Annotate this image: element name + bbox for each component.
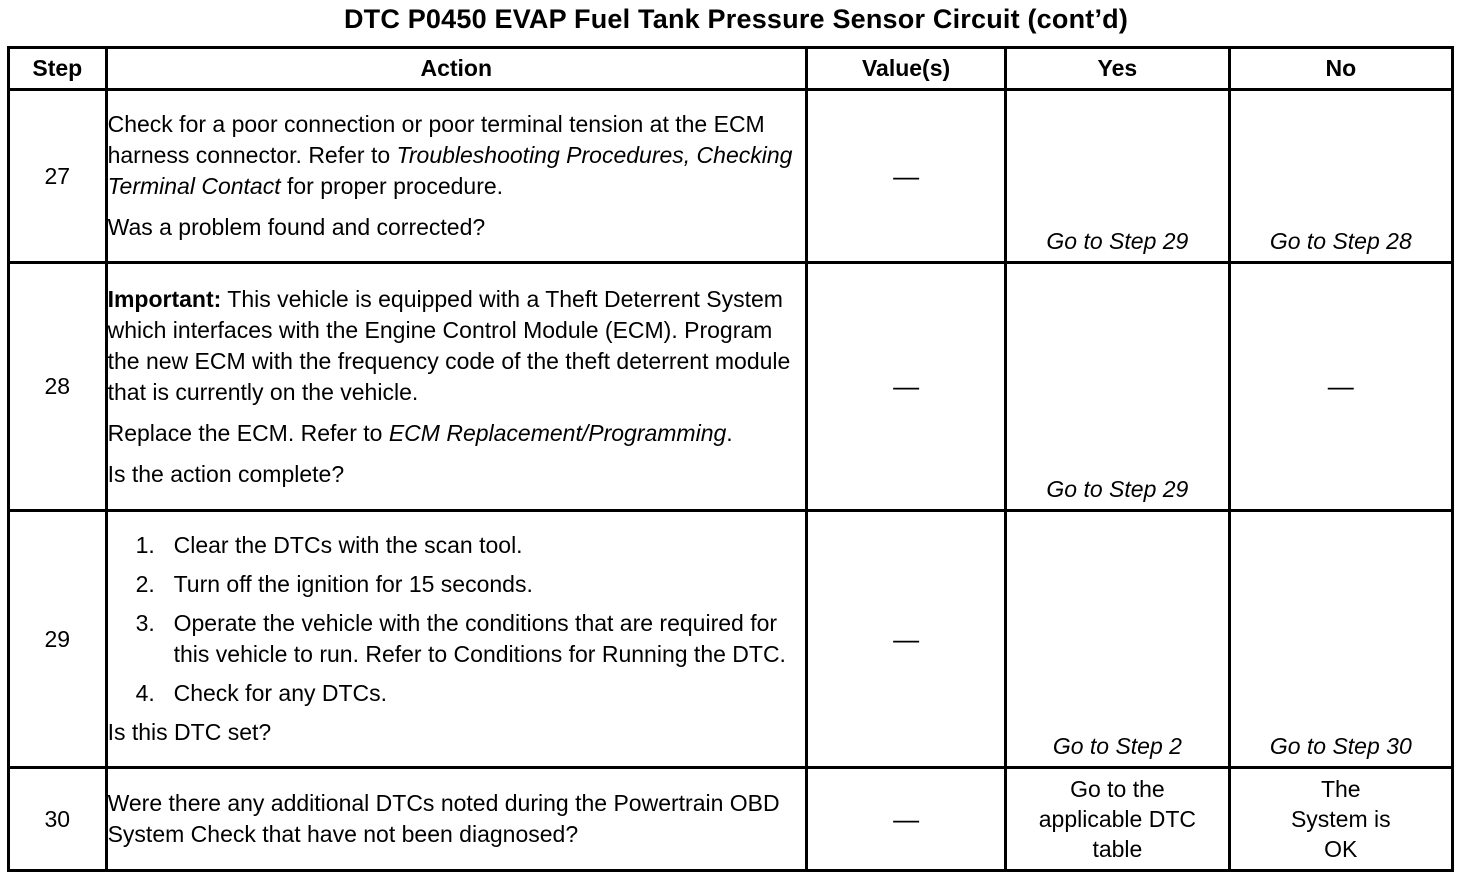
header-no: No — [1229, 48, 1452, 90]
action-question: Is this DTC set? — [107, 719, 272, 745]
procedure-reference: ECM Replacement/Programming — [388, 419, 727, 446]
list-number: 2. — [135, 571, 155, 597]
yes-cell — [1006, 511, 1229, 768]
list-text: Clear the DTCs with the scan tool. — [173, 532, 523, 558]
important-label: Important: — [107, 285, 222, 312]
list-item — [135, 530, 805, 561]
action-question: Is the action complete? — [107, 460, 345, 487]
list-item — [135, 678, 805, 709]
table-row — [9, 90, 1453, 263]
action-cell — [106, 768, 806, 871]
list-number: 4. — [135, 680, 155, 706]
procedure-list — [108, 530, 805, 709]
no-result: The System is OK — [1229, 768, 1452, 871]
list-text: Operate the vehicle with the conditions that are required for this vehicle to run. Refer to Conditions for Running the DTC. — [173, 610, 786, 667]
procedure-reference: Troubleshooting Procedures, Checking Terminal Contact — [107, 142, 793, 199]
step-number: 28 — [9, 263, 107, 511]
yes-cell — [1006, 90, 1229, 263]
no-cell — [1229, 90, 1452, 263]
value-cell: — — [806, 90, 1005, 263]
yes-result: Go to Step 29 — [1046, 476, 1189, 502]
action-text-part: . — [726, 419, 733, 446]
list-number: 3. — [135, 610, 155, 636]
yes-result: Go to Step 2 — [1052, 733, 1182, 759]
action-cell — [106, 263, 806, 511]
list-text: Check for any DTCs. — [173, 680, 388, 706]
step-number: 27 — [9, 90, 107, 263]
action-cell — [106, 90, 806, 263]
action-text — [108, 418, 805, 449]
page-title: DTC P0450 EVAP Fuel Tank Pressure Sensor Circuit (cont’d) — [343, 4, 1129, 34]
table-row — [9, 768, 1453, 871]
header-row — [9, 48, 1453, 90]
action-cell — [106, 511, 806, 768]
yes-result: Go to Step 29 — [1046, 228, 1189, 254]
action-text-part: Check for a poor connection or poor terminal tension at the ECM harness connector. Refer to — [107, 111, 765, 168]
list-item — [135, 608, 805, 670]
action-text-part: for proper procedure. — [280, 173, 504, 199]
no-result: Go to Step 28 — [1269, 228, 1412, 254]
value-cell: — — [806, 768, 1005, 871]
list-text: Turn off the ignition for 15 seconds. — [173, 571, 533, 597]
value-cell: — — [806, 263, 1005, 511]
step-number: 29 — [9, 511, 107, 768]
header-action: Action — [106, 48, 806, 90]
list-item — [135, 569, 805, 600]
diagnostic-table — [7, 46, 1454, 872]
action-text — [108, 109, 805, 202]
no-result: Go to Step 30 — [1269, 733, 1412, 759]
important-note — [108, 284, 805, 408]
step-number: 30 — [9, 768, 107, 871]
header-step: Step — [9, 48, 107, 90]
header-values: Value(s) — [806, 48, 1005, 90]
yes-result: Go to the applicable DTC table — [1006, 768, 1229, 871]
table-row — [9, 511, 1453, 768]
no-cell — [1229, 511, 1452, 768]
header-yes: Yes — [1006, 48, 1229, 90]
action-question: Were there any additional DTCs noted during the Powertrain OBD System Check that have not been diagnosed? — [107, 790, 780, 847]
table-row — [9, 263, 1453, 511]
action-text-part: Replace the ECM. Refer to — [107, 419, 389, 446]
value-cell: — — [806, 511, 1005, 768]
important-text: This vehicle is equipped with a Theft Deterrent System which interfaces with the Engine Control Module (ECM). Program the new ECM with the frequency code of the theft deterrent module that is currently on the vehicle. — [107, 285, 791, 405]
yes-cell — [1006, 263, 1229, 511]
no-cell: — — [1229, 263, 1452, 511]
list-number: 1. — [135, 532, 155, 558]
action-question: Was a problem found and corrected? — [107, 214, 486, 240]
